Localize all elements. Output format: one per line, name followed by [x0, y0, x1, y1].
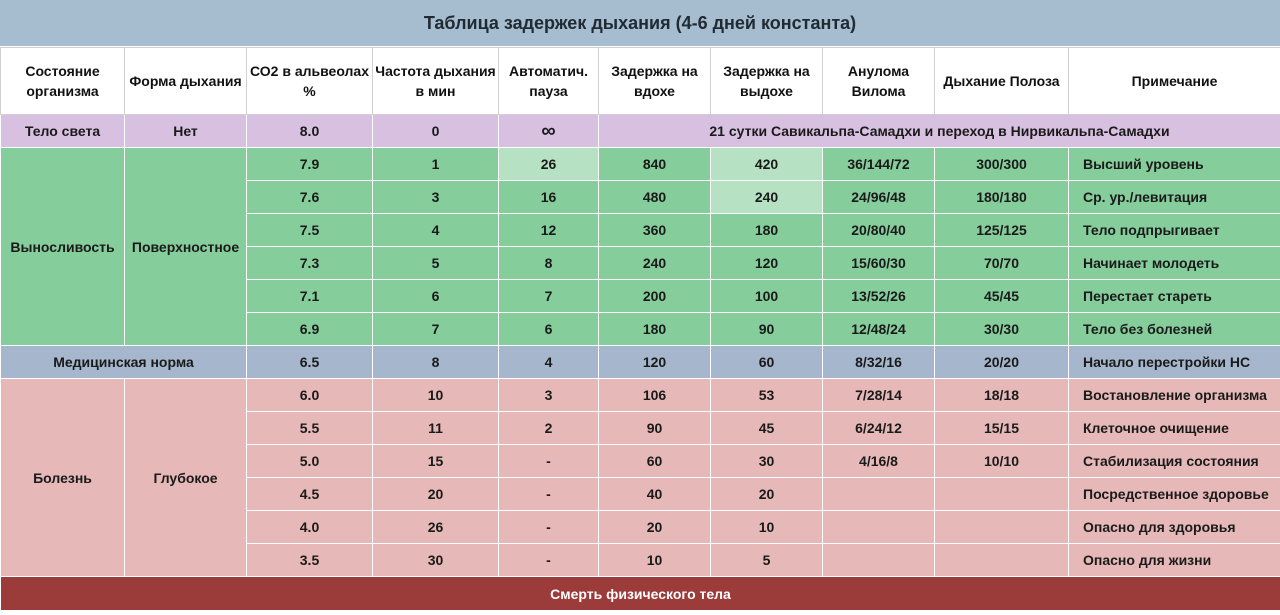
- cell-inhale: 240: [599, 247, 711, 280]
- cell-co2: 6.5: [247, 346, 373, 379]
- cell-note: Ср. ур./левитация: [1069, 181, 1280, 214]
- cell-co2: 4.5: [247, 478, 373, 511]
- table-row-light: [1, 115, 1280, 148]
- cell-freq: 30: [373, 544, 499, 577]
- cell-exhale: 45: [711, 412, 823, 445]
- cell-exhale: 60: [711, 346, 823, 379]
- cell-pause: 8: [499, 247, 599, 280]
- header-state: Состояние организма: [1, 48, 125, 115]
- table-row-death: [1, 577, 1280, 611]
- cell-anuloma: 8/32/16: [823, 346, 935, 379]
- cell-form: Нет: [125, 115, 247, 148]
- cell-exhale: 90: [711, 313, 823, 346]
- cell-inhale: 120: [599, 346, 711, 379]
- cell-freq: 3: [373, 181, 499, 214]
- cell-freq: 6: [373, 280, 499, 313]
- cell-freq: 0: [373, 115, 499, 148]
- cell-snake: [935, 478, 1069, 511]
- cell-snake: 30/30: [935, 313, 1069, 346]
- cell-co2: 4.0: [247, 511, 373, 544]
- cell-exhale: 120: [711, 247, 823, 280]
- cell-freq: 1: [373, 148, 499, 181]
- header-snake-breath: Дыхание Полоза: [935, 48, 1069, 115]
- cell-note: Начинает молодеть: [1069, 247, 1280, 280]
- cell-note: Опасно для жизни: [1069, 544, 1280, 577]
- cell-note: Востановление организма: [1069, 379, 1280, 412]
- cell-inhale: 20: [599, 511, 711, 544]
- header-exhale-hold: Задержка на выдохе: [711, 48, 823, 115]
- cell-co2: 8.0: [247, 115, 373, 148]
- cell-co2: 7.9: [247, 148, 373, 181]
- cell-co2: 6.9: [247, 313, 373, 346]
- cell-pause: 2: [499, 412, 599, 445]
- cell-state: Болезнь: [1, 379, 125, 577]
- cell-inhale: 60: [599, 445, 711, 478]
- cell-note: Высший уровень: [1069, 148, 1280, 181]
- cell-pause: 12: [499, 214, 599, 247]
- cell-exhale: 20: [711, 478, 823, 511]
- cell-pause: 6: [499, 313, 599, 346]
- cell-pause: -: [499, 544, 599, 577]
- table-row-norm: [1, 346, 1280, 379]
- cell-exhale: 420: [711, 148, 823, 181]
- cell-pause: 3: [499, 379, 599, 412]
- cell-anuloma: 7/28/14: [823, 379, 935, 412]
- cell-freq: 4: [373, 214, 499, 247]
- cell-co2: 3.5: [247, 544, 373, 577]
- cell-freq: 5: [373, 247, 499, 280]
- table-row: [1, 379, 1280, 412]
- table-title: Таблица задержек дыхания (4-6 дней константа): [0, 0, 1280, 47]
- header-note: Примечание: [1069, 48, 1280, 115]
- cell-co2: 7.5: [247, 214, 373, 247]
- cell-form: Глубокое: [125, 379, 247, 577]
- cell-co2: 6.0: [247, 379, 373, 412]
- cell-freq: 11: [373, 412, 499, 445]
- cell-note: Посредственное здоровье: [1069, 478, 1280, 511]
- cell-anuloma: 13/52/26: [823, 280, 935, 313]
- cell-form: Поверхностное: [125, 148, 247, 346]
- cell-freq: 7: [373, 313, 499, 346]
- cell-exhale: 240: [711, 181, 823, 214]
- cell-freq: 10: [373, 379, 499, 412]
- cell-note: Стабилизация состояния: [1069, 445, 1280, 478]
- cell-pause: -: [499, 478, 599, 511]
- cell-snake: 180/180: [935, 181, 1069, 214]
- cell-note: Тело подпрыгивает: [1069, 214, 1280, 247]
- cell-note: Начало перестройки НС: [1069, 346, 1280, 379]
- cell-anuloma: 20/80/40: [823, 214, 935, 247]
- cell-exhale: 180: [711, 214, 823, 247]
- cell-inhale: 840: [599, 148, 711, 181]
- cell-co2: 5.0: [247, 445, 373, 478]
- cell-note: 21 сутки Савикальпа-Самадхи и переход в Нирвикальпа-Самадхи: [599, 115, 1280, 148]
- cell-exhale: 30: [711, 445, 823, 478]
- cell-inhale: 10: [599, 544, 711, 577]
- cell-freq: 8: [373, 346, 499, 379]
- cell-co2: 7.6: [247, 181, 373, 214]
- cell-inhale: 40: [599, 478, 711, 511]
- cell-inhale: 180: [599, 313, 711, 346]
- cell-exhale: 5: [711, 544, 823, 577]
- cell-pause: -: [499, 445, 599, 478]
- cell-state: Медицинская норма: [1, 346, 247, 379]
- cell-state: Тело света: [1, 115, 125, 148]
- cell-pause: ∞: [499, 115, 599, 148]
- cell-freq: 20: [373, 478, 499, 511]
- header-form: Форма дыхания: [125, 48, 247, 115]
- cell-anuloma: 15/60/30: [823, 247, 935, 280]
- header-frequency: Частота дыхания в мин: [373, 48, 499, 115]
- cell-snake: 125/125: [935, 214, 1069, 247]
- cell-anuloma: [823, 544, 935, 577]
- cell-co2: 5.5: [247, 412, 373, 445]
- cell-exhale: 10: [711, 511, 823, 544]
- death-banner: Смерть физического тела: [1, 577, 1280, 611]
- cell-state: Выносливость: [1, 148, 125, 346]
- cell-snake: 45/45: [935, 280, 1069, 313]
- cell-snake: 20/20: [935, 346, 1069, 379]
- cell-snake: [935, 544, 1069, 577]
- cell-exhale: 53: [711, 379, 823, 412]
- cell-anuloma: 4/16/8: [823, 445, 935, 478]
- cell-freq: 15: [373, 445, 499, 478]
- cell-pause: 4: [499, 346, 599, 379]
- table-row: [1, 148, 1280, 181]
- cell-anuloma: 6/24/12: [823, 412, 935, 445]
- header-anuloma: Анулома Вилома: [823, 48, 935, 115]
- cell-snake: 10/10: [935, 445, 1069, 478]
- cell-snake: 18/18: [935, 379, 1069, 412]
- cell-pause: 16: [499, 181, 599, 214]
- cell-exhale: 100: [711, 280, 823, 313]
- cell-co2: 7.1: [247, 280, 373, 313]
- cell-pause: 26: [499, 148, 599, 181]
- cell-pause: 7: [499, 280, 599, 313]
- cell-anuloma: [823, 511, 935, 544]
- cell-snake: 70/70: [935, 247, 1069, 280]
- cell-inhale: 90: [599, 412, 711, 445]
- cell-note: Клеточное очищение: [1069, 412, 1280, 445]
- cell-inhale: 360: [599, 214, 711, 247]
- cell-anuloma: 24/96/48: [823, 181, 935, 214]
- cell-inhale: 480: [599, 181, 711, 214]
- cell-anuloma: 36/144/72: [823, 148, 935, 181]
- cell-snake: [935, 511, 1069, 544]
- cell-note: Опасно для здоровья: [1069, 511, 1280, 544]
- cell-pause: -: [499, 511, 599, 544]
- cell-anuloma: 12/48/24: [823, 313, 935, 346]
- cell-inhale: 200: [599, 280, 711, 313]
- header-row: [1, 48, 1280, 115]
- header-co2: СО2 в альвеолах %: [247, 48, 373, 115]
- cell-note: Перестает стареть: [1069, 280, 1280, 313]
- cell-freq: 26: [373, 511, 499, 544]
- header-inhale-hold: Задержка на вдохе: [599, 48, 711, 115]
- cell-snake: 300/300: [935, 148, 1069, 181]
- cell-note: Тело без болезней: [1069, 313, 1280, 346]
- cell-snake: 15/15: [935, 412, 1069, 445]
- cell-co2: 7.3: [247, 247, 373, 280]
- cell-anuloma: [823, 478, 935, 511]
- header-pause: Автоматич. пауза: [499, 48, 599, 115]
- cell-inhale: 106: [599, 379, 711, 412]
- breath-hold-table: [0, 47, 1280, 611]
